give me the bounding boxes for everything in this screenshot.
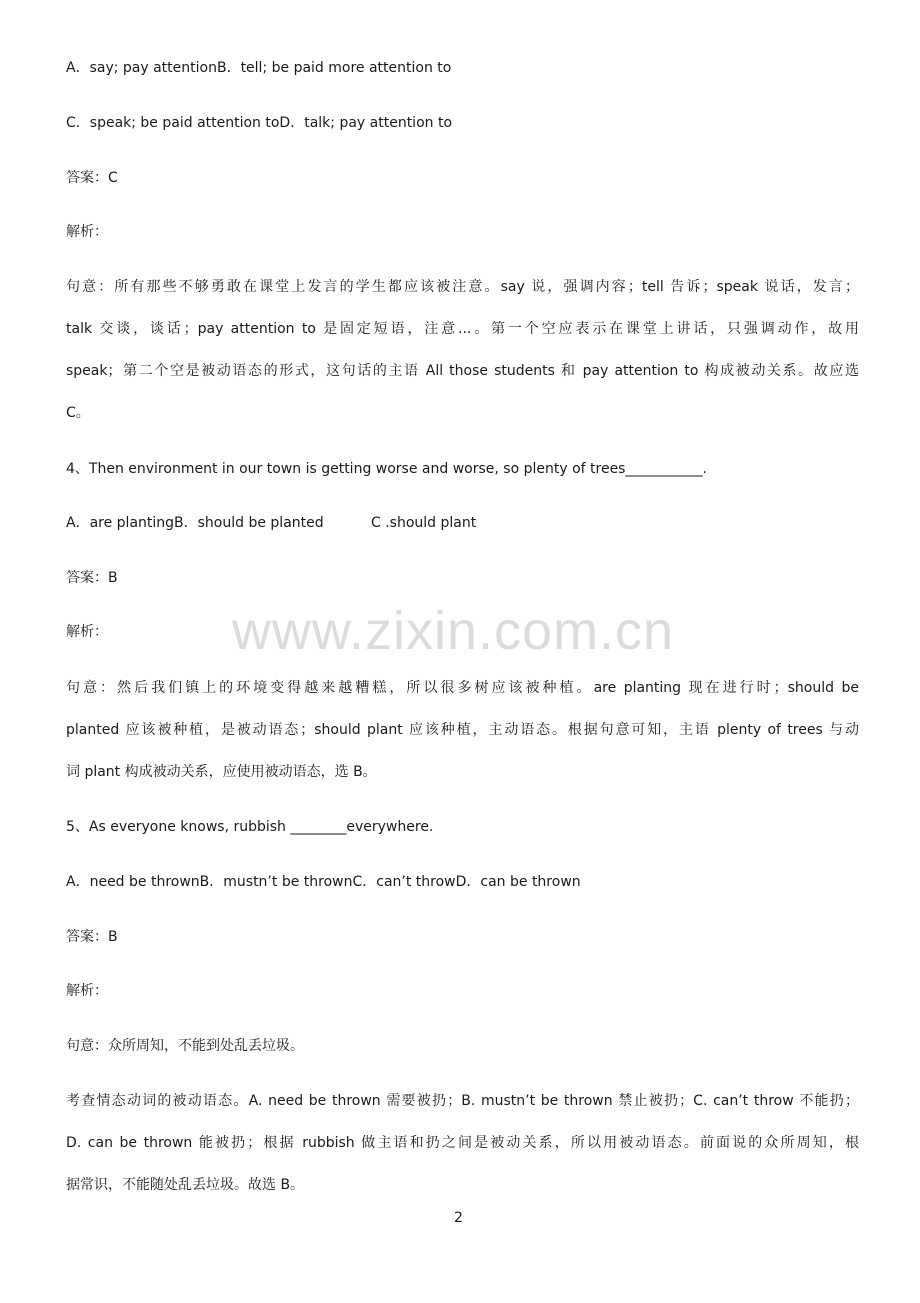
q5-meaning: 句意：众所周知，不能到处乱丢垃圾。	[66, 1038, 304, 1054]
q3-analysis-line-3: speak；第二个空是被动语态的形式，这句话的主语 All those students 和 pay attention to 构成被动关系。故应选	[66, 363, 859, 379]
q4-analysis-line-1: 句意：然后我们镇上的环境变得越来越糟糕，所以很多树应该被种植。are planting 现在进行时；should be	[66, 680, 859, 696]
q5-explain-line-1: 考查情态动词的被动语态。A. need be thrown 需要被扔；B. mustn’t be thrown 禁止被扔；C. can’t throw 不能扔；	[66, 1093, 859, 1109]
q4-option-ab: A．are plantingB．should be planted	[66, 515, 324, 531]
q5-options: A．need be thrownB．mustn’t be thrownC．can’t throwD．can be thrown	[66, 874, 581, 890]
q5-question: 5、As everyone knows, rubbish ________everywhere.	[66, 819, 434, 835]
q3-analysis-line-1: 句意：所有那些不够勇敢在课堂上发言的学生都应该被注意。say 说，强调内容；tell 告诉；speak 说话，发言；	[66, 279, 859, 295]
q3-analysis-label: 解析：	[66, 224, 108, 240]
q5-answer: 答案：B	[66, 929, 118, 945]
q5-explain-line-2: D. can be thrown 能被扔；根据 rubbish 做主语和扔之间是被动关系，所以用被动语态。前面说的众所周知，根	[66, 1135, 859, 1151]
page-number: 2	[454, 1210, 463, 1226]
q3-options-cd: C．speak; be paid attention toD．talk; pay attention to	[66, 115, 453, 131]
watermark-text: www.zixin.com.cn	[232, 601, 675, 661]
q3-options-ab: A．say; pay attentionB．tell; be paid more attention to	[66, 60, 452, 76]
q4-option-c: C .should plant	[371, 515, 477, 531]
q4-answer: 答案：B	[66, 570, 118, 586]
q3-answer: 答案：C	[66, 170, 118, 186]
q4-analysis-line-3: 词 plant 构成被动关系，应使用被动语态，选 B。	[66, 764, 377, 780]
q3-analysis-line-4: C。	[66, 405, 90, 421]
q4-analysis-label: 解析：	[66, 624, 108, 640]
q4-analysis-line-2: planted 应该被种植，是被动语态；should plant 应该种植，主动语态。根据句意可知，主语 plenty of trees 与动	[66, 722, 859, 738]
q5-analysis-label: 解析：	[66, 983, 108, 999]
q3-analysis-line-2: talk 交谈，谈话；pay attention to 是固定短语，注意...。第一个空应表示在课堂上讲话，只强调动作，故用	[66, 321, 859, 337]
q5-explain-line-3: 据常识，不能随处乱丢垃圾。故选 B。	[66, 1177, 305, 1193]
q4-question: 4、Then environment in our town is getting worse and worse, so plenty of trees___________.	[66, 461, 707, 477]
